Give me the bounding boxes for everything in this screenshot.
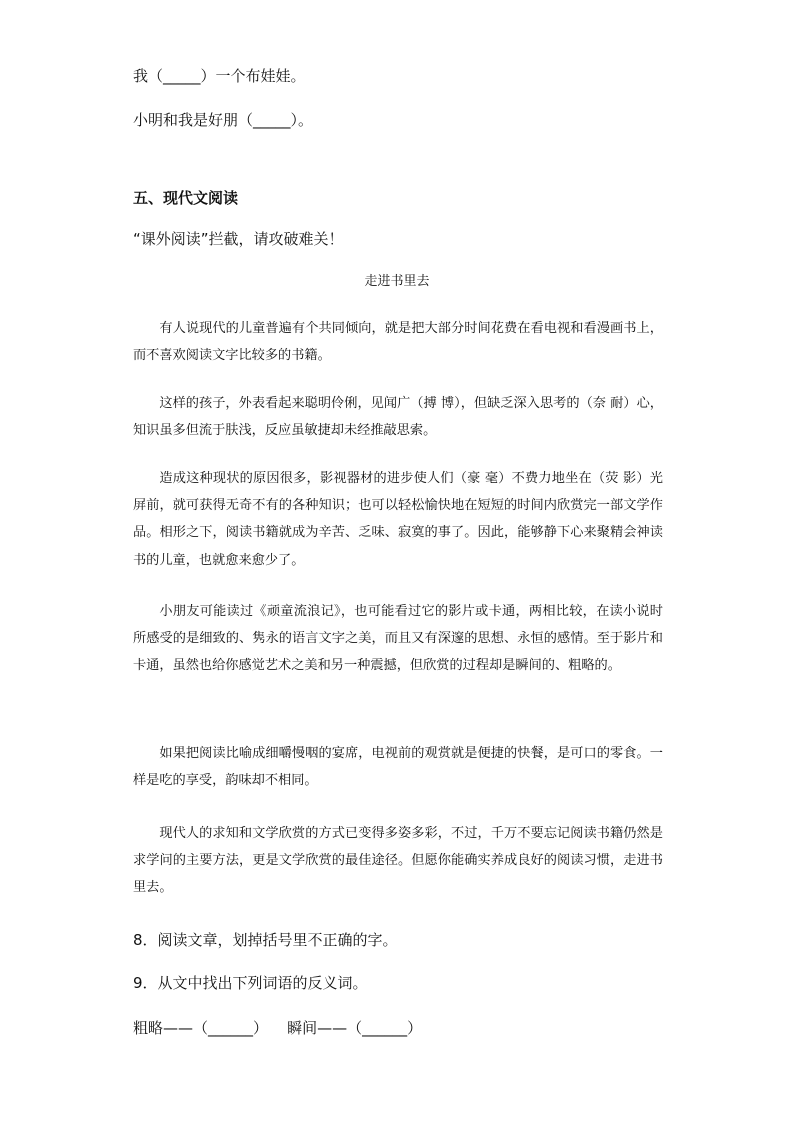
section-intro: “课外阅读”拦截，请攻破难关！	[133, 230, 344, 248]
passage-paragraph: 有人说现代的儿童普遍有个共同倾向，就是把大部分时间花费在看电视和看漫画书上，而不喜欢阅读文字比较多的书籍。	[133, 321, 663, 364]
fill-blank-line-2: 小明和我是好朋（_____）。	[133, 111, 314, 129]
passage-title: 走进书里去	[364, 274, 430, 289]
passage-paragraph: 造成这种现状的原因很多，影视器材的进步使人们（豪 毫）不费力地坐在（荧 影）光屏前，就可获得无奇不有的各种知识；也可以轻松愉快地在短短的时间内欣赏完一部文学作品。相形之下，阅读书籍就成为辛苦、乏味、寂寞的事了。因此，能够静下心来聚精会神读书的儿童，也就愈来愈少了。	[133, 471, 663, 568]
passage-paragraph: 现代人的求知和文学欣赏的方式已变得多姿多彩，不过，千万不要忘记阅读书籍仍然是求学问的主要方法，更是文学欣赏的最佳途径。但愿你能确实养成良好的阅读习惯，走进书里去。	[133, 826, 663, 896]
passage-paragraph: 小朋友可能读过《顽童流浪记》，也可能看过它的影片或卡通，两相比较，在读小说时所感受的是细致的、隽永的语言文字之美，而且又有深邃的思想、永恒的感情。至于影片和卡通，虽然也给你感觉艺术之美和另一种震撼，但欣赏的过程却是瞬间的、粗略的。	[133, 604, 663, 674]
question-9: 9．从文中找出下列词语的反义词。	[133, 974, 368, 992]
section-heading: 五、现代文阅读	[133, 189, 239, 207]
question-9-answer-line: 粗略——（______） 瞬间——（______）	[133, 1019, 423, 1037]
question-8: 8．阅读文章，划掉括号里不正确的字。	[133, 931, 398, 949]
passage-paragraph: 如果把阅读比喻成细嚼慢咽的宴席，电视前的观赏就是便捷的快餐，是可口的零食。一样是吃的享受，韵味却不相同。	[133, 746, 663, 789]
fill-blank-line-1: 我（_____）一个布娃娃。	[133, 67, 306, 85]
passage-paragraph: 这样的孩子，外表看起来聪明伶俐，见闻广（搏 博），但缺乏深入思考的（奈 耐）心，知识虽多但流于肤浅，反应虽敏捷却未经推敲思索。	[133, 396, 663, 439]
